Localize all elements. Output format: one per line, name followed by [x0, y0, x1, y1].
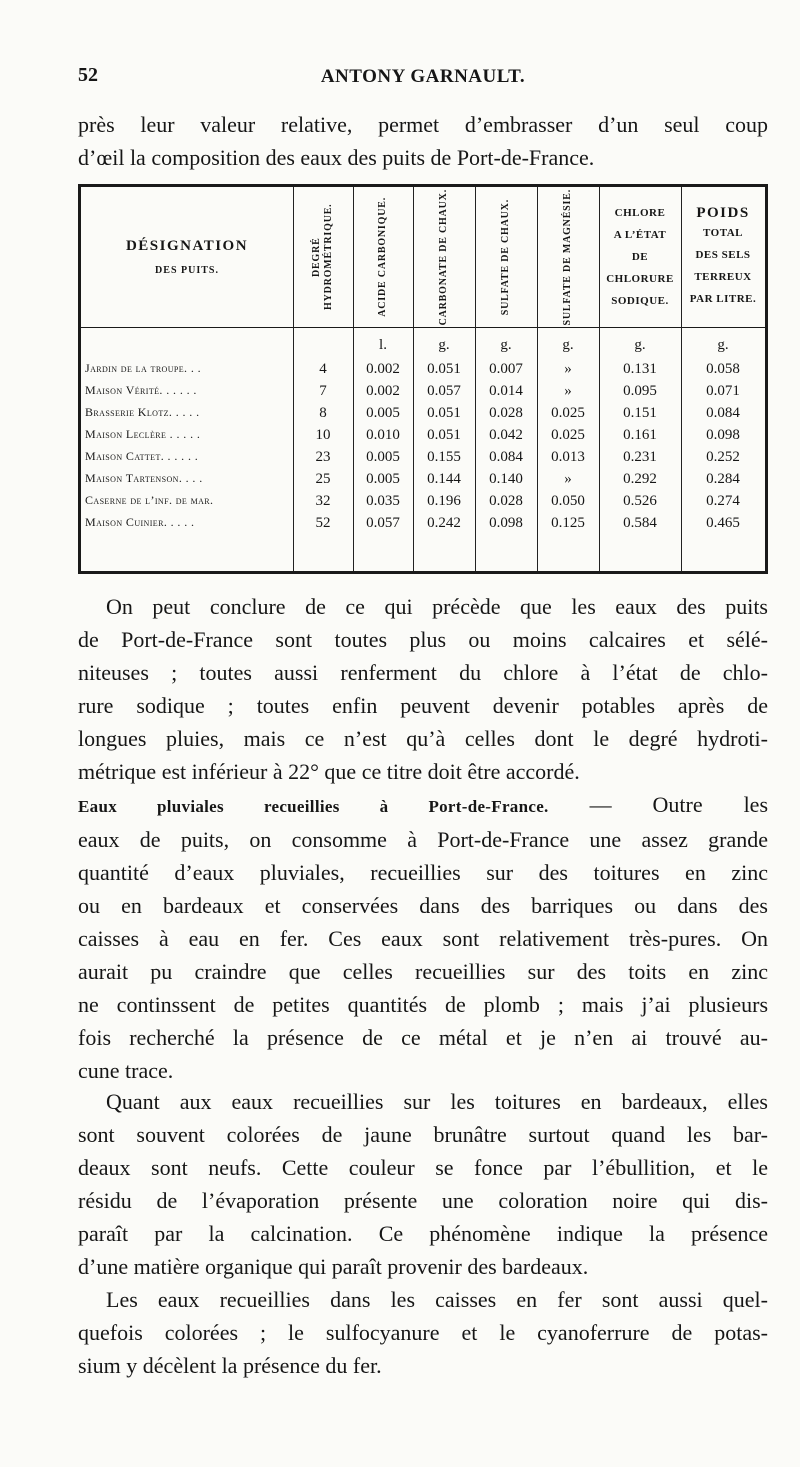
- text-line: Les eaux recueillies dans les caisses en fer sont aussi quel-: [106, 1287, 768, 1312]
- text-line: d’œil la composition des eaux des puits de Port-de-France.: [78, 145, 595, 170]
- row-name: Brasserie Klotz. . . . .: [85, 405, 200, 419]
- cell-degre: 10: [315, 427, 331, 443]
- cell-sulfate-magnesie: 0.013: [551, 449, 585, 465]
- unit-cell: g.: [634, 337, 646, 353]
- cell-acide: 0.002: [366, 383, 400, 399]
- table-row: [81, 449, 765, 471]
- section-heading: Eaux pluviales recueillies à Port-de-France.: [78, 797, 549, 816]
- text-line: eaux de puits, on consomme à Port-de-France une assez grande: [78, 827, 768, 852]
- cell-sulfate-magnesie: 0.025: [551, 427, 585, 443]
- cell-degre: 4: [319, 361, 327, 377]
- cell-carbonate: 0.051: [427, 405, 461, 421]
- cell-degre: 32: [315, 493, 331, 509]
- table-row: [81, 383, 765, 405]
- cell-sulfate-chaux: 0.084: [489, 449, 523, 465]
- cell-carbonate: 0.051: [427, 427, 461, 443]
- table-row: [81, 427, 765, 449]
- cell-sulfate-chaux: 0.028: [489, 405, 523, 421]
- text-line: paraît par la calcination. Ce phénomène indique la présence: [78, 1221, 768, 1246]
- cell-sulfate-chaux: 0.140: [489, 471, 523, 487]
- cell-poids: 0.284: [706, 471, 740, 487]
- cell-acide: 0.005: [366, 449, 400, 465]
- cell-chlore: 0.095: [623, 383, 657, 399]
- cell-carbonate: 0.057: [427, 383, 461, 399]
- cell-chlore: 0.584: [623, 515, 657, 531]
- row-name: Maison Vérité. . . . . .: [85, 383, 197, 397]
- row-name: Maison Cattet. . . . . .: [85, 449, 199, 463]
- table-row: [81, 405, 765, 427]
- cell-acide: 0.035: [366, 493, 400, 509]
- text-line: sium y décèlent la présence du fer.: [78, 1353, 382, 1378]
- cell-degre: 23: [315, 449, 331, 465]
- unit-row: [81, 337, 765, 359]
- cell-acide: 0.002: [366, 361, 400, 377]
- cell-poids: 0.098: [706, 427, 740, 443]
- header-acide: ACIDE CARBONIQUE.: [377, 197, 388, 317]
- paragraph-bardeaux: [78, 1085, 768, 1283]
- cell-sulfate-chaux: 0.098: [489, 515, 523, 531]
- row-name: Maison Leclère . . . . .: [85, 427, 201, 441]
- cell-carbonate: 0.051: [427, 361, 461, 377]
- text-line: On peut conclure de ce qui précède que les eaux des puits: [106, 594, 768, 619]
- unit-cell: g.: [717, 337, 729, 353]
- text-line: de Port-de-France sont toutes plus ou moins calcaires et sélé-: [78, 627, 768, 652]
- cell-degre: 7: [319, 383, 327, 399]
- row-name: Maison Cuinier. . . . .: [85, 515, 195, 529]
- text-line: longues pluies, mais ce n’est qu’à celles dont le degré hydroti-: [78, 726, 768, 751]
- cell-sulfate-magnesie: 0.125: [551, 515, 585, 531]
- cell-chlore: 0.131: [623, 361, 657, 377]
- cell-sulfate-magnesie: 0.050: [551, 493, 585, 509]
- text-line: caisses à eau en fer. Ces eaux sont relativement très-pures. On: [78, 926, 768, 951]
- text-line: quefois colorées ; le sulfocyanure et le cyanoferrure de potas-: [78, 1320, 768, 1345]
- cell-degre: 52: [315, 515, 331, 531]
- cell-sulfate-magnesie: »: [564, 383, 572, 399]
- cell-acide: 0.005: [366, 405, 400, 421]
- cell-sulfate-chaux: 0.028: [489, 493, 523, 509]
- table-row: [81, 493, 765, 515]
- page-number: 52: [78, 64, 98, 86]
- header-designation: [81, 187, 293, 327]
- unit-cell: g.: [500, 337, 512, 353]
- text-line: résidu de l’évaporation présente une coloration noire qui dis-: [78, 1188, 768, 1213]
- paragraph-eaux-pluviales: [78, 788, 768, 1087]
- cell-poids: 0.058: [706, 361, 740, 377]
- cell-chlore: 0.151: [623, 405, 657, 421]
- cell-degre: 8: [319, 405, 327, 421]
- cell-acide: 0.057: [366, 515, 400, 531]
- header-chlore: CHLORE A L’ÉTAT DE CHLORURE SODIQUE.: [606, 207, 674, 307]
- cell-degre: 25: [315, 471, 331, 487]
- cell-carbonate: 0.242: [427, 515, 461, 531]
- cell-sulfate-magnesie: »: [564, 361, 572, 377]
- cell-chlore: 0.231: [623, 449, 657, 465]
- text-line: d’une matière organique qui paraît provenir des bardeaux.: [78, 1254, 589, 1279]
- text-line: Quant aux eaux recueillies sur les toitures en bardeaux, elles: [106, 1089, 768, 1114]
- text-line: deaux sont neufs. Cette couleur se fonce par l’ébullition, et le: [78, 1155, 768, 1180]
- cell-carbonate: 0.155: [427, 449, 461, 465]
- text-line: ou en bardeaux et conservées dans des barriques ou dans des: [78, 893, 768, 918]
- heading-continuation: — Outre les: [589, 792, 769, 817]
- designation-sublabel: DES PUITS.: [155, 265, 219, 276]
- header-carbonate: CARBONATE DE CHAUX.: [438, 188, 449, 326]
- table-row: [81, 471, 765, 493]
- cell-sulfate-chaux: 0.007: [489, 361, 523, 377]
- text-line: aurait pu craindre que celles recueillies sur des toits en zinc: [78, 959, 768, 984]
- row-name: Jardin de la troupe. . .: [85, 361, 202, 375]
- table-header: [81, 187, 765, 328]
- cell-chlore: 0.526: [623, 493, 657, 509]
- cell-sulfate-magnesie: 0.025: [551, 405, 585, 421]
- cell-sulfate-magnesie: »: [564, 471, 572, 487]
- analysis-table: [78, 184, 768, 574]
- cell-poids: 0.252: [706, 449, 740, 465]
- text-line: près leur valeur relative, permet d’embrasser d’un seul coup: [78, 112, 768, 137]
- row-name: Caserne de l’inf. de mar.: [85, 493, 214, 507]
- table-row: [81, 515, 765, 537]
- text-line: ne continssent de petites quantités de plomb ; mais j’ai plusieurs: [78, 992, 768, 1017]
- row-name: Maison Tartenson. . . .: [85, 471, 203, 485]
- designation-label: DÉSIGNATION: [125, 238, 249, 254]
- cell-poids: 0.274: [706, 493, 740, 509]
- cell-carbonate: 0.196: [427, 493, 461, 509]
- cell-poids: 0.071: [706, 383, 740, 399]
- text-line: cune trace.: [78, 1058, 174, 1083]
- text-line: niteuses ; toutes aussi renferment du chlore à l’état de chlo-: [78, 660, 768, 685]
- table-row: [81, 361, 765, 383]
- header-sulfate-chaux: SULFATE DE CHAUX.: [500, 198, 511, 316]
- cell-chlore: 0.292: [623, 471, 657, 487]
- intro-paragraph: [78, 108, 768, 174]
- unit-cell: g.: [562, 337, 574, 353]
- cell-chlore: 0.161: [623, 427, 657, 443]
- text-line: métrique est inférieur à 22° que ce titre doit être accordé.: [78, 759, 580, 784]
- cell-sulfate-chaux: 0.042: [489, 427, 523, 443]
- page-header: [78, 64, 768, 94]
- paragraph-conclusion: [78, 590, 768, 788]
- text-line: quantité d’eaux pluviales, recueillies sur des toitures en zinc: [78, 860, 768, 885]
- header-poids: POIDS TOTAL DES SELS TERREUX PAR LITRE.: [689, 204, 757, 305]
- unit-cell: l.: [379, 337, 387, 353]
- text-line: sont souvent colorées de jaune brunâtre surtout quand les bar-: [78, 1122, 768, 1147]
- cell-acide: 0.010: [366, 427, 400, 443]
- cell-acide: 0.005: [366, 471, 400, 487]
- cell-poids: 0.465: [706, 515, 740, 531]
- running-title: ANTONY GARNAULT.: [320, 66, 526, 87]
- cell-sulfate-chaux: 0.014: [489, 383, 523, 399]
- unit-cell: g.: [438, 337, 450, 353]
- text-line: fois recherché la présence de ce métal et je n’en ai trouvé au-: [78, 1025, 768, 1050]
- header-degre: DEGRÉ HYDROMÉTRIQUE.: [311, 203, 334, 311]
- paragraph-caisses-fer: [78, 1283, 768, 1382]
- cell-poids: 0.084: [706, 405, 740, 421]
- cell-carbonate: 0.144: [427, 471, 461, 487]
- header-sulfate-magnesie: SULFATE DE MAGNÉSIE.: [562, 188, 573, 326]
- text-line: rure sodique ; toutes enfin peuvent devenir potables après de: [78, 693, 768, 718]
- text-line: [78, 788, 768, 823]
